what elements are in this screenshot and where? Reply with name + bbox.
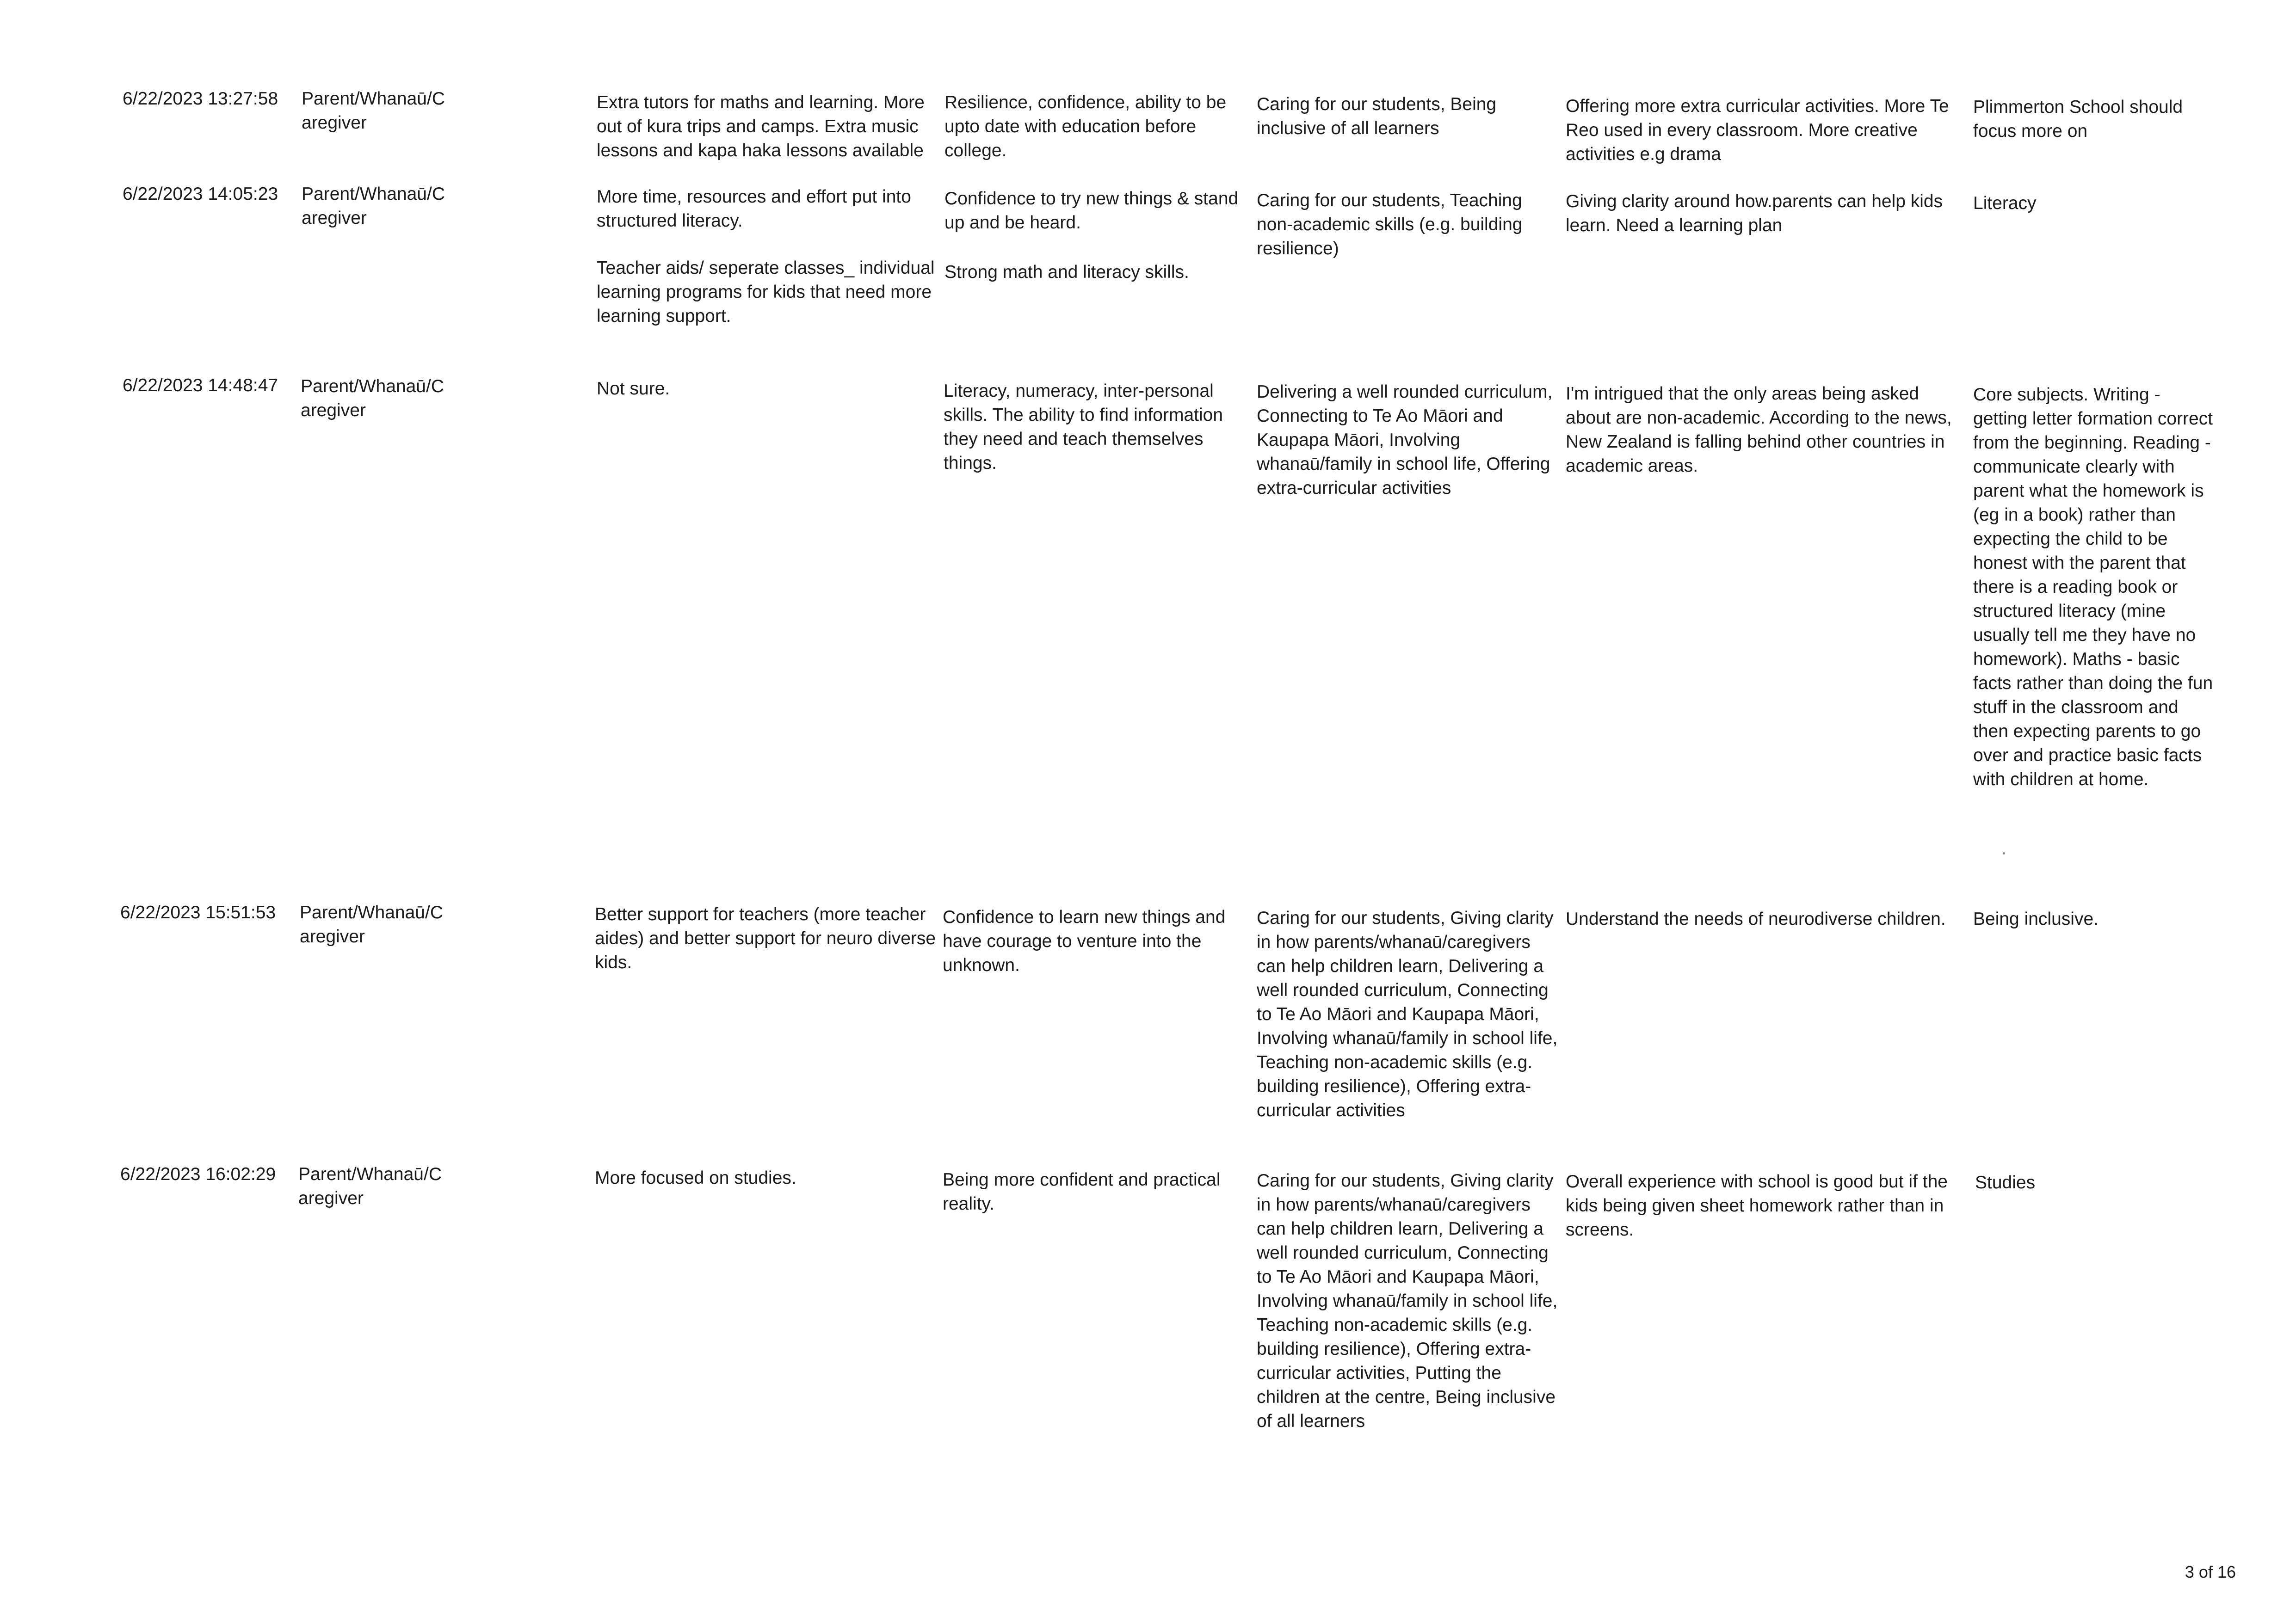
row-4-timestamp: 6/22/2023 15:51:53 <box>120 903 276 922</box>
row-1-support-suggestion: Extra tutors for maths and learning. More out of kura trips and camps. Extra music lessons and kapa haka lessons available <box>597 92 925 160</box>
row-3-priorities-response: Delivering a well rounded curriculum, Connecting to Te Ao Māori and Kaupapa Māori, Involving whanaū/family in school life, Offering extra-curricular activities <box>1257 382 1553 498</box>
row-3-timestamp: 6/22/2023 14:48:47 <box>123 375 278 395</box>
row-5-skills-response: Being more confident and practical reality. <box>943 1170 1221 1214</box>
page-number: 3 of 16 <box>2185 1562 2236 1581</box>
scan-speck <box>2003 852 2005 855</box>
row-2-priorities-response: Caring for our students, Teaching non-academic skills (e.g. building resilience) <box>1257 191 1523 258</box>
row-2-support-suggestion-extra: Teacher aids/ seperate classes_ individual learning programs for kids that need more learning support. <box>597 258 935 326</box>
row-3-comments-response: I'm intrigued that the only areas being asked about are non-academic. According to the news, New Zealand is falling behind other countries in academic areas. <box>1566 384 1952 476</box>
row-4-comments-response: Understand the needs of neurodiverse children. <box>1566 909 1946 929</box>
row-4-support-suggestion: Better support for teachers (more teacher aides) and better support for neuro diverse kids. <box>595 904 936 972</box>
row-2-support-suggestion: More time, resources and effort put into structured literacy. <box>597 187 911 231</box>
row-4-skills-response: Confidence to learn new things and have courage to venture into the unknown. <box>943 907 1226 975</box>
row-2-skills-response: Confidence to try new things & stand up and be heard. <box>944 189 1239 233</box>
row-5-focus-response: Studies <box>1975 1173 2036 1193</box>
row-4-priorities-response: Caring for our students, Giving clarity in how parents/whanaū/caregivers can help children learn, Delivering a well rounded curriculum, Connecting to Te Ao Māori and Kaupapa Māori, Involving whanaū/family in school life, Teaching non-academic skills (e.g. building resilience), Offering extra-curricular activities <box>1257 908 1558 1120</box>
row-1-focus-response: Plimmerton School should focus more on <box>1973 97 2183 141</box>
row-2-focus-response: Literacy <box>1973 193 2037 213</box>
row-5-comments-response: Overall experience with school is good but if the kids being given sheet homework rather than in screens. <box>1566 1172 1948 1240</box>
row-2-comments-response: Giving clarity around how.parents can help kids learn. Need a learning plan <box>1566 191 1943 235</box>
row-1-role: Parent/Whanaū/C aregiver <box>302 89 445 133</box>
row-3-support-suggestion: Not sure. <box>597 379 670 399</box>
row-5-role: Parent/Whanaū/C aregiver <box>298 1164 442 1208</box>
row-4-focus-response: Being inclusive. <box>1973 909 2098 929</box>
row-1-priorities-response: Caring for our students, Being inclusive of all learners <box>1257 94 1497 138</box>
row-5-support-suggestion: More focused on studies. <box>595 1168 796 1188</box>
row-1-skills-response: Resilience, confidence, ability to be upto date with education before college. <box>944 92 1227 160</box>
row-4-role: Parent/Whanaū/C aregiver <box>300 903 444 947</box>
row-5-timestamp: 6/22/2023 16:02:29 <box>120 1164 276 1184</box>
row-1-comments-response: Offering more extra curricular activities. More Te Reo used in every classroom. More creative activities e.g drama <box>1566 96 1949 164</box>
row-2-skills-response-extra: Strong math and literacy skills. <box>944 262 1189 282</box>
row-2-timestamp: 6/22/2023 14:05:23 <box>123 184 278 204</box>
row-3-skills-response: Literacy, numeracy, inter-personal skills. The ability to find information they need and teach themselves things. <box>944 381 1223 473</box>
row-2-role: Parent/Whanaū/C aregiver <box>302 184 445 228</box>
row-3-focus-response: Core subjects. Writing - getting letter formation correct from the beginning. Reading - communicate clearly with parent what the homework is (eg in a book) rather than expecting the child to be honest with the parent that there is a reading book or structured literacy (mine usually tell me they have no homework). Maths - basic facts rather than doing the fun stuff in the classroom and then expecting parents to go over and practice basic facts with children at home. <box>1973 385 2213 789</box>
row-5-priorities-response: Caring for our students, Giving clarity in how parents/whanaū/caregivers can help children learn, Delivering a well rounded curriculum, Connecting to Te Ao Māori and Kaupapa Māori, Involving whanaū/family in school life, Teaching non-academic skills (e.g. building resilience), Offering extra-curricular activities, Putting the children at the centre, Being inclusive of all learners <box>1257 1171 1558 1431</box>
row-1-timestamp: 6/22/2023 13:27:58 <box>123 89 278 109</box>
row-3-role: Parent/Whanaū/C aregiver <box>301 376 444 420</box>
